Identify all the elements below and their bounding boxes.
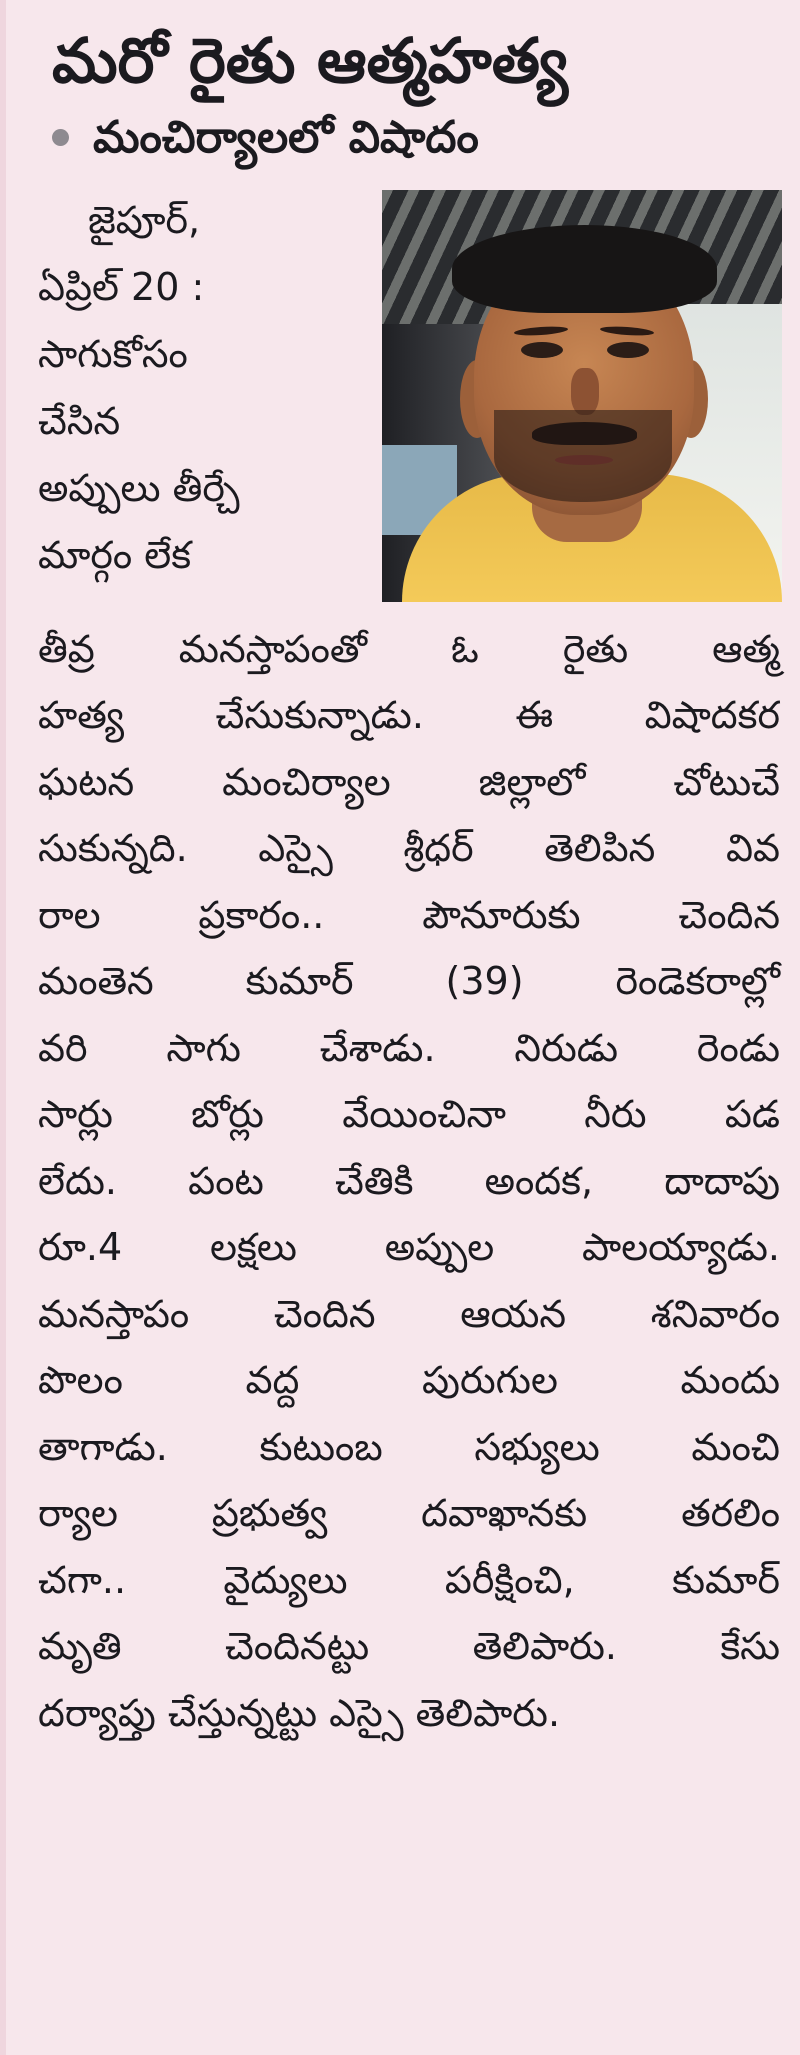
body-line: మృతి చెందినట్టు తెలిపారు. కేసు xyxy=(38,1624,780,1668)
farmer-photo xyxy=(382,190,782,602)
subheadline xyxy=(52,110,782,165)
article-opening xyxy=(38,187,782,607)
body-line: వరి సాగు చేశాడు. నిరుడు రెండు xyxy=(38,1025,780,1070)
body-line: ర్యాల ప్రభుత్వ దవాఖానకు తరలిం xyxy=(38,1491,780,1535)
moustache xyxy=(532,422,637,445)
body-line: దర్యాప్తు చేస్తున్నట్టు ఎస్సై తెలిపారు. xyxy=(38,1690,561,1735)
body-line: రూ.4 లక్షలు అప్పుల పాలయ్యాడు. xyxy=(38,1225,780,1269)
lead-column xyxy=(38,187,336,589)
lead-line: చేసిన xyxy=(38,398,121,443)
subheadline-text: మంచిర్యాలలో విషాదం xyxy=(93,111,479,163)
body-line: తీవ్ర మనస్తాపంతో ఓ రైతు ఆత్మ xyxy=(38,626,780,671)
body-line: ఘటన మంచిర్యాల జిల్లాలో చోటుచే xyxy=(38,759,780,804)
body-line: తాగాడు. కుటుంబ సభ్యులు మంచి xyxy=(38,1424,780,1469)
body-line: లేదు. పంట చేతికి అందక, దాదాపు xyxy=(38,1158,780,1203)
headline: మరో రైతు ఆత్మహత్య xyxy=(52,24,569,97)
mouth xyxy=(555,455,613,465)
body-line: సార్లు బోర్లు వేయించినా నీరు పడ xyxy=(38,1092,780,1136)
article-body xyxy=(38,616,780,1747)
hair xyxy=(452,225,717,313)
bullet-icon xyxy=(52,129,69,146)
body-line: పొలం వద్ద పురుగుల మందు xyxy=(38,1358,780,1402)
lead-line: మార్గం లేక xyxy=(38,532,192,577)
body-line: రాల ప్రకారం.. పౌనూరుకు చెందిన xyxy=(38,892,780,937)
lead-line: సాగుకోసం xyxy=(38,331,188,376)
paper-edge xyxy=(0,0,6,2055)
body-line: సుకున్నది. ఎస్సై శ్రీధర్ తెలిపిన వివ xyxy=(38,826,780,870)
lead-line: అప్పులు తీర్చే xyxy=(38,465,240,510)
nose xyxy=(571,368,599,415)
left-eye xyxy=(521,342,563,358)
body-line: మనస్తాపం చెందిన ఆయన శనివారం xyxy=(38,1291,780,1336)
lead-line: ఏప్రిల్ 20 : xyxy=(38,264,205,309)
lead-line: జైపూర్, xyxy=(88,197,201,242)
body-line: చగా.. వైద్యులు పరీక్షించి, కుమార్ xyxy=(38,1557,780,1602)
body-line: హత్య చేసుకున్నాడు. ఈ విషాదకర xyxy=(38,693,780,737)
body-line: మంతెన కుమార్ (39) రెండెకరాల్లో xyxy=(38,959,780,1003)
right-eye xyxy=(607,342,649,358)
